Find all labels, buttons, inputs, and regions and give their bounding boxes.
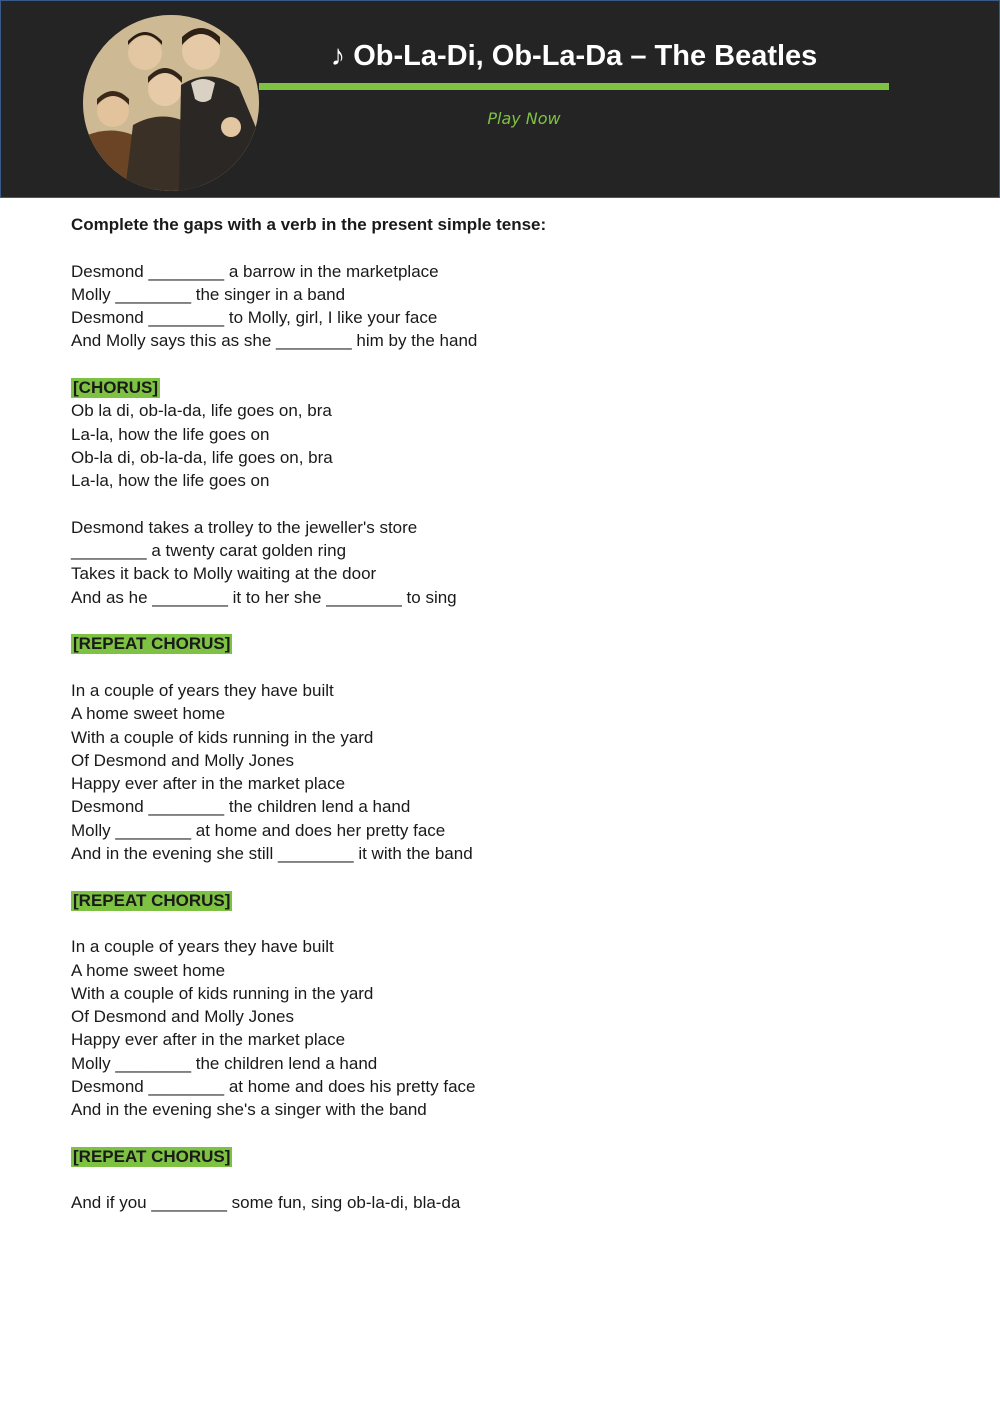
lyric-line: La-la, how the life goes on xyxy=(71,424,270,444)
lyric-line: A home sweet home xyxy=(71,704,226,724)
gap-fill-line: ________ a twenty carat golden ring xyxy=(71,541,347,561)
gap-fill-line: And Molly says this as she ________ him by the hand xyxy=(71,331,478,351)
gap-fill-line: And if you ________ some fun, sing ob-la-di, bla-da xyxy=(71,1193,461,1213)
chorus-label xyxy=(71,632,951,655)
spacer xyxy=(71,865,951,888)
chorus-highlight: [CHORUS] xyxy=(73,378,158,398)
gap-fill-line: Desmond ________ the children lend a hand xyxy=(71,797,411,817)
chorus-label xyxy=(71,889,951,912)
lyric-line: La-la, how the life goes on xyxy=(71,471,270,491)
chorus-highlight: [REPEAT CHORUS] xyxy=(73,890,231,910)
gap-fill-line: Desmond ________ to Molly, girl, I like your face xyxy=(71,308,438,328)
gap-fill-line: Molly ________ the children lend a hand xyxy=(71,1053,378,1073)
spacer xyxy=(71,912,951,935)
worksheet xyxy=(71,213,951,1215)
lyric-line: And in the evening she's a singer with the band xyxy=(71,1100,427,1120)
spacer xyxy=(71,236,951,259)
lyric-line: Of Desmond and Molly Jones xyxy=(71,1007,294,1027)
band-photo-image xyxy=(83,15,259,191)
spacer xyxy=(71,353,951,376)
gap-fill-line: Molly ________ the singer in a band xyxy=(71,284,346,304)
gap-fill-line: Molly ________ at home and does her pretty face xyxy=(71,820,446,840)
spacer xyxy=(71,609,951,632)
lyric-line: With a couple of kids running in the yard xyxy=(71,727,374,747)
song-title: ♪ Ob-La-Di, Ob-La-Da – The Beatles xyxy=(330,40,818,72)
lyric-line: Takes it back to Molly waiting at the door xyxy=(71,564,377,584)
lyric-line: A home sweet home xyxy=(71,960,226,980)
chorus-highlight: [REPEAT CHORUS] xyxy=(73,1146,231,1166)
spacer xyxy=(71,1168,951,1191)
lyric-line: In a couple of years they have built xyxy=(71,937,334,957)
lyrics-list xyxy=(71,236,951,1214)
gap-fill-line: And in the evening she still ________ it with the band xyxy=(71,844,473,864)
chorus-highlight: [REPEAT CHORUS] xyxy=(73,634,231,654)
lyric-line: Happy ever after in the market place xyxy=(71,1030,346,1050)
gap-fill-line: And as he ________ it to her she ________ to sing xyxy=(71,587,457,607)
gap-fill-line: Desmond ________ a barrow in the marketplace xyxy=(71,261,439,281)
chorus-label xyxy=(71,1145,951,1168)
header-banner xyxy=(0,0,1000,198)
title-underline xyxy=(259,83,889,90)
lyric-line: In a couple of years they have built xyxy=(71,680,334,700)
spacer xyxy=(71,493,951,516)
lyric-line: With a couple of kids running in the yard xyxy=(71,983,374,1003)
play-now-link[interactable]: Play Now xyxy=(487,109,561,128)
chorus-label xyxy=(71,376,951,399)
lyric-line: Happy ever after in the market place xyxy=(71,774,346,794)
instruction-heading: Complete the gaps with a verb in the present simple tense: xyxy=(71,215,547,234)
lyric-line: Ob la di, ob-la-da, life goes on, bra xyxy=(71,401,332,421)
lyric-line: Desmond takes a trolley to the jeweller's store xyxy=(71,517,418,537)
spacer xyxy=(71,656,951,679)
lyric-line: Of Desmond and Molly Jones xyxy=(71,750,294,770)
gap-fill-line: Desmond ________ at home and does his pretty face xyxy=(71,1076,476,1096)
band-photo xyxy=(83,15,259,191)
lyric-line: Ob-la di, ob-la-da, life goes on, bra xyxy=(71,447,333,467)
spacer xyxy=(71,1122,951,1145)
